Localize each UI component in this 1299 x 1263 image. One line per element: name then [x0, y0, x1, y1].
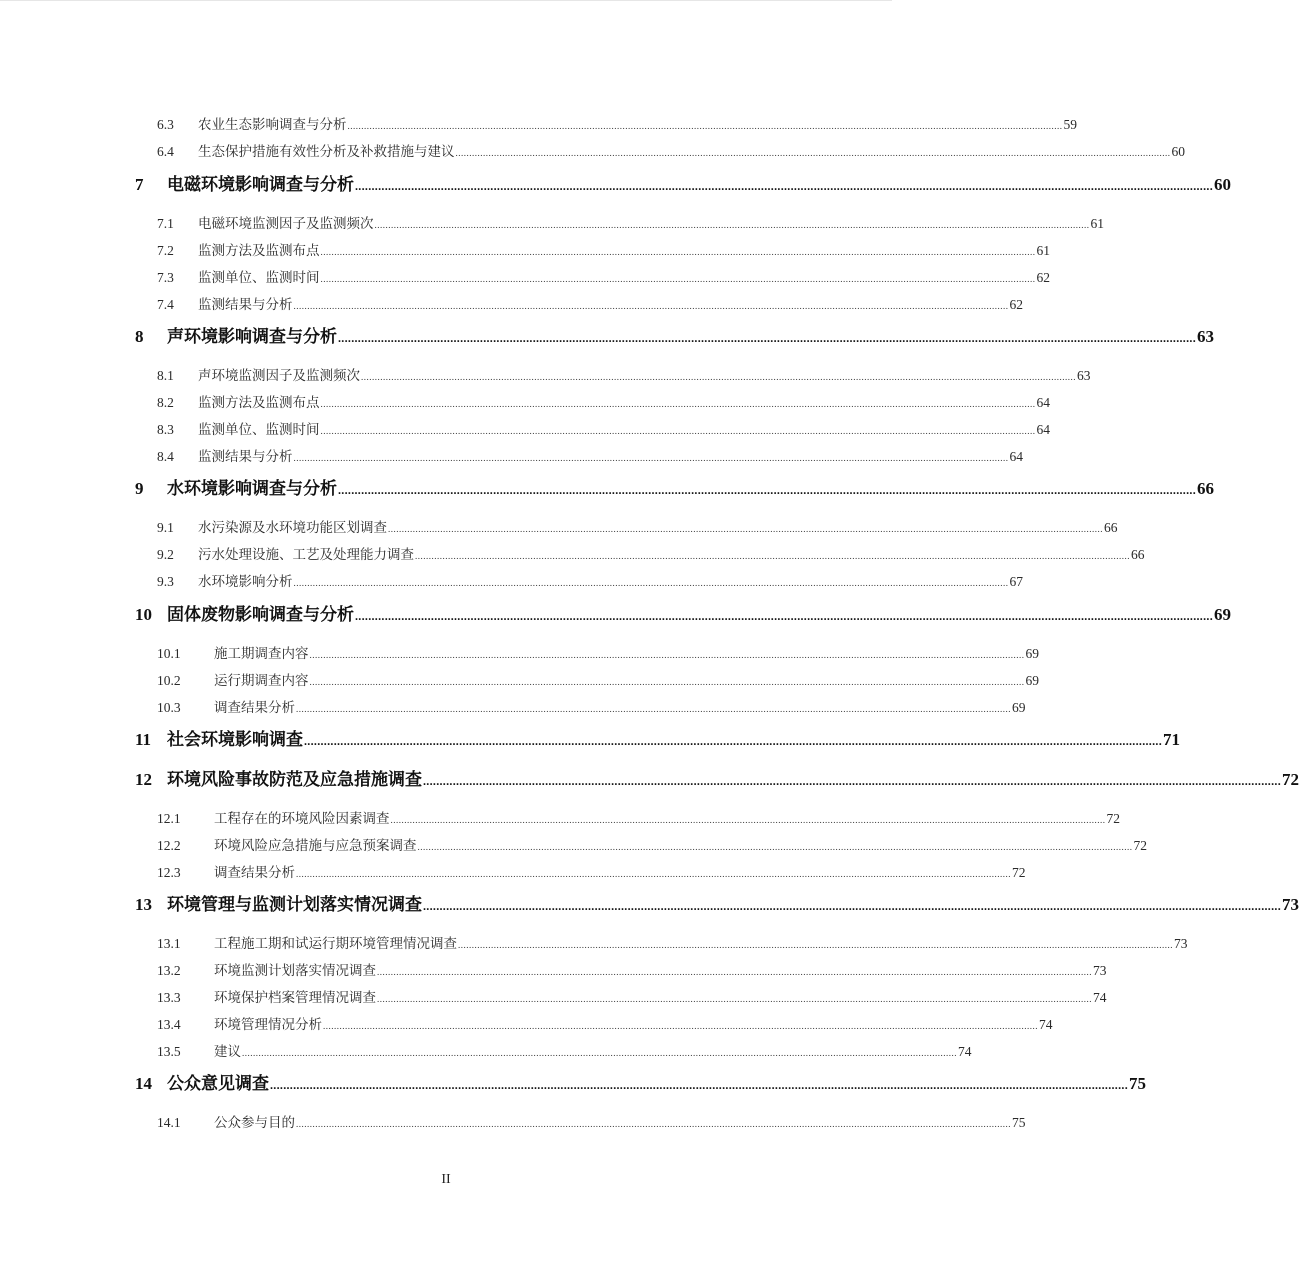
toc-section-entry[interactable]: [157, 572, 1023, 593]
toc-entry-page: 63: [1077, 368, 1091, 383]
toc-dot-leader: ....................................................................................................................................................................................................................................................................: [355, 609, 1213, 623]
toc-entry-page: 63: [1197, 327, 1214, 346]
toc-section-entry[interactable]: [157, 863, 1026, 884]
toc-dot-leader: ....................................................................................................................................................................................................................................................................: [374, 220, 1090, 230]
toc-dot-leader: ....................................................................................................................................................................................................................................................................: [347, 121, 1063, 131]
toc-entry-title: 施工期调查内容: [214, 646, 309, 661]
toc-chapter-entry[interactable]: [135, 893, 1299, 918]
toc-dot-leader: ....................................................................................................................................................................................................................................................................: [458, 940, 1173, 950]
toc-entry-page: 66: [1197, 479, 1214, 498]
toc-section-entry[interactable]: [157, 934, 1188, 955]
toc-entry-number: 6.3: [157, 117, 174, 132]
toc-entry-title: 工程施工期和试运行期环境管理情况调查: [214, 936, 457, 951]
toc-entry-page: 72: [1012, 865, 1026, 880]
toc-entry-title: 监测结果与分析: [198, 449, 293, 464]
toc-entry-number: 6.4: [157, 144, 174, 159]
toc-chapter-entry[interactable]: [135, 173, 1231, 198]
toc-entry-number: 13.5: [157, 1044, 181, 1059]
toc-chapter-entry[interactable]: [135, 728, 1180, 753]
toc-entry-number: 7.2: [157, 243, 174, 258]
toc-dot-leader: ....................................................................................................................................................................................................................................................................: [417, 842, 1133, 852]
toc-entry-page: 74: [958, 1044, 972, 1059]
toc-entry-number: 7.1: [157, 216, 174, 231]
toc-entry-number: 12.2: [157, 838, 181, 853]
toc-entry-number: 9: [135, 479, 144, 498]
toc-entry-number: 10.2: [157, 673, 181, 688]
toc-entry-page: 69: [1214, 605, 1231, 624]
toc-entry-page: 60: [1214, 175, 1231, 194]
toc-entry-number: 12.3: [157, 865, 181, 880]
toc-entry-number: 11: [135, 730, 152, 749]
toc-entry-page: 73: [1282, 895, 1299, 914]
toc-section-entry[interactable]: [157, 115, 1077, 136]
toc-entry-title: 水污染源及水环境功能区划调查: [198, 520, 387, 535]
toc-dot-leader: ....................................................................................................................................................................................................................................................................: [320, 399, 1036, 409]
toc-dot-leader: ....................................................................................................................................................................................................................................................................: [309, 650, 1025, 660]
toc-entry-number: 8.1: [157, 368, 174, 383]
toc-entry-page: 75: [1129, 1074, 1146, 1093]
toc-entry-page: 69: [1025, 673, 1039, 688]
toc-entry-number: 8.2: [157, 395, 174, 410]
toc-entry-page: 74: [1039, 1017, 1053, 1032]
toc-entry-number: 13.1: [157, 936, 181, 951]
toc-entry-title: 电磁环境影响调查与分析: [167, 175, 354, 194]
toc-section-entry[interactable]: [157, 698, 1026, 719]
toc-entry-number: 13.4: [157, 1017, 181, 1032]
toc-entry-number: 13: [135, 895, 152, 914]
toc-dot-leader: ....................................................................................................................................................................................................................................................................: [355, 179, 1213, 193]
toc-section-entry[interactable]: [157, 393, 1050, 414]
toc-dot-leader: ....................................................................................................................................................................................................................................................................: [293, 301, 1009, 311]
toc-section-entry[interactable]: [157, 1042, 972, 1063]
toc-section-entry[interactable]: [157, 366, 1091, 387]
toc-section-entry[interactable]: [157, 420, 1050, 441]
toc-entry-title: 水环境影响调查与分析: [167, 479, 337, 498]
toc-entry-title: 环境风险事故防范及应急措施调查: [167, 770, 422, 789]
toc-entry-page: 64: [1009, 449, 1023, 464]
toc-section-entry[interactable]: [157, 214, 1104, 235]
toc-entry-title: 监测结果与分析: [198, 297, 293, 312]
toc-entry-number: 12.1: [157, 811, 181, 826]
toc-entry-number: 10: [135, 605, 152, 624]
toc-entry-title: 农业生态影响调查与分析: [198, 117, 347, 132]
toc-entry-page: 64: [1036, 422, 1050, 437]
toc-entry-title: 建议: [214, 1044, 241, 1059]
toc-entry-number: 10.1: [157, 646, 181, 661]
toc-dot-leader: ....................................................................................................................................................................................................................................................................: [242, 1048, 957, 1058]
toc-entry-title: 监测方法及监测布点: [198, 395, 320, 410]
toc-chapter-entry[interactable]: [135, 477, 1214, 502]
toc-section-entry[interactable]: [157, 241, 1050, 262]
toc-entry-title: 监测方法及监测布点: [198, 243, 320, 258]
toc-dot-leader: ....................................................................................................................................................................................................................................................................: [323, 1021, 1038, 1031]
toc-entry-number: 7: [135, 175, 144, 194]
toc-section-entry[interactable]: [157, 545, 1145, 566]
toc-entry-title: 环境管理与监测计划落实情况调查: [167, 895, 422, 914]
toc-section-entry[interactable]: [157, 268, 1050, 289]
toc-dot-leader: ....................................................................................................................................................................................................................................................................: [415, 551, 1130, 561]
page-top-edge: [0, 0, 892, 1]
toc-chapter-entry[interactable]: [135, 325, 1214, 350]
toc-entry-page: 62: [1009, 297, 1023, 312]
toc-entry-number: 9.1: [157, 520, 174, 535]
toc-entry-number: 7.3: [157, 270, 174, 285]
toc-dot-leader: ....................................................................................................................................................................................................................................................................: [423, 774, 1281, 788]
toc-entry-title: 监测单位、监测时间: [198, 270, 320, 285]
toc-entry-page: 72: [1282, 770, 1299, 789]
toc-entry-number: 9.2: [157, 547, 174, 562]
toc-section-entry[interactable]: [157, 988, 1107, 1009]
toc-section-entry[interactable]: [157, 961, 1107, 982]
toc-section-entry[interactable]: [157, 447, 1023, 468]
toc-dot-leader: ....................................................................................................................................................................................................................................................................: [320, 426, 1036, 436]
toc-section-entry[interactable]: [157, 644, 1039, 665]
toc-entry-page: 69: [1012, 700, 1026, 715]
toc-entry-number: 8: [135, 327, 144, 346]
toc-entry-title: 声环境监测因子及监测频次: [198, 368, 360, 383]
toc-entry-title: 工程存在的环境风险因素调查: [214, 811, 390, 826]
toc-dot-leader: ....................................................................................................................................................................................................................................................................: [293, 578, 1009, 588]
toc-entry-title: 公众参与目的: [214, 1115, 295, 1130]
toc-entry-title: 电磁环境监测因子及监测频次: [198, 216, 374, 231]
toc-entry-number: 12: [135, 770, 152, 789]
toc-chapter-entry[interactable]: [135, 768, 1299, 793]
toc-dot-leader: ....................................................................................................................................................................................................................................................................: [320, 274, 1036, 284]
toc-entry-title: 生态保护措施有效性分析及补救措施与建议: [198, 144, 455, 159]
toc-dot-leader: ....................................................................................................................................................................................................................................................................: [377, 994, 1092, 1004]
toc-dot-leader: ....................................................................................................................................................................................................................................................................: [455, 148, 1171, 158]
toc-entry-number: 8.3: [157, 422, 174, 437]
toc-entry-title: 调查结果分析: [214, 700, 295, 715]
toc-entry-page: 61: [1036, 243, 1050, 258]
toc-section-entry[interactable]: [157, 295, 1023, 316]
toc-dot-leader: ....................................................................................................................................................................................................................................................................: [304, 734, 1162, 748]
toc-dot-leader: ....................................................................................................................................................................................................................................................................: [338, 331, 1196, 345]
toc-dot-leader: ....................................................................................................................................................................................................................................................................: [338, 483, 1196, 497]
toc-entry-page: 60: [1171, 144, 1185, 159]
toc-section-entry[interactable]: [157, 671, 1039, 692]
toc-entry-page: 72: [1106, 811, 1120, 826]
toc-entry-page: 73: [1093, 963, 1107, 978]
toc-dot-leader: ....................................................................................................................................................................................................................................................................: [296, 1119, 1011, 1129]
toc-entry-page: 66: [1104, 520, 1118, 535]
toc-dot-leader: ....................................................................................................................................................................................................................................................................: [361, 372, 1076, 382]
toc-entry-page: 74: [1093, 990, 1107, 1005]
toc-entry-title: 环境风险应急措施与应急预案调查: [214, 838, 417, 853]
toc-entry-page: 73: [1174, 936, 1188, 951]
toc-entry-number: 13.2: [157, 963, 181, 978]
toc-section-entry[interactable]: [157, 1113, 1026, 1134]
toc-dot-leader: ....................................................................................................................................................................................................................................................................: [423, 899, 1281, 913]
toc-entry-title: 社会环境影响调查: [167, 730, 303, 749]
toc-entry-page: 61: [1090, 216, 1104, 231]
toc-entry-page: 69: [1025, 646, 1039, 661]
toc-entry-page: 66: [1131, 547, 1145, 562]
toc-dot-leader: ....................................................................................................................................................................................................................................................................: [309, 677, 1025, 687]
toc-entry-title: 公众意见调查: [167, 1074, 269, 1093]
toc-entry-title: 环境管理情况分析: [214, 1017, 322, 1032]
toc-entry-page: 59: [1063, 117, 1077, 132]
toc-entry-title: 运行期调查内容: [214, 673, 309, 688]
toc-dot-leader: ....................................................................................................................................................................................................................................................................: [377, 967, 1092, 977]
toc-entry-page: 75: [1012, 1115, 1026, 1130]
toc-entry-title: 环境监测计划落实情况调查: [214, 963, 376, 978]
toc-entry-page: 62: [1036, 270, 1050, 285]
toc-entry-page: 67: [1009, 574, 1023, 589]
toc-entry-page: 71: [1163, 730, 1180, 749]
toc-dot-leader: ....................................................................................................................................................................................................................................................................: [293, 453, 1009, 463]
toc-dot-leader: ....................................................................................................................................................................................................................................................................: [296, 704, 1011, 714]
toc-entry-page: 64: [1036, 395, 1050, 410]
toc-chapter-entry[interactable]: [135, 1072, 1146, 1097]
page-number: II: [441, 1172, 451, 1187]
toc-entry-title: 固体废物影响调查与分析: [167, 605, 354, 624]
toc-dot-leader: ....................................................................................................................................................................................................................................................................: [270, 1078, 1128, 1092]
toc-section-entry[interactable]: [157, 518, 1118, 539]
toc-entry-number: 7.4: [157, 297, 174, 312]
toc-entry-page: 72: [1133, 838, 1147, 853]
toc-entry-title: 污水处理设施、工艺及处理能力调查: [198, 547, 414, 562]
toc-entry-title: 声环境影响调查与分析: [167, 327, 337, 346]
toc-entry-number: 14: [135, 1074, 152, 1093]
toc-dot-leader: ....................................................................................................................................................................................................................................................................: [390, 815, 1106, 825]
toc-chapter-entry[interactable]: [135, 603, 1231, 628]
toc-dot-leader: ....................................................................................................................................................................................................................................................................: [296, 869, 1011, 879]
toc-dot-leader: ....................................................................................................................................................................................................................................................................: [320, 247, 1036, 257]
toc-section-entry[interactable]: [157, 836, 1147, 857]
toc-entry-number: 14.1: [157, 1115, 181, 1130]
toc-section-entry[interactable]: [157, 809, 1120, 830]
toc-entry-number: 9.3: [157, 574, 174, 589]
toc-section-entry[interactable]: [157, 1015, 1053, 1036]
toc-entry-number: 10.3: [157, 700, 181, 715]
toc-entry-title: 调查结果分析: [214, 865, 295, 880]
toc-dot-leader: ....................................................................................................................................................................................................................................................................: [388, 524, 1103, 534]
toc-entry-number: 13.3: [157, 990, 181, 1005]
toc-entry-number: 8.4: [157, 449, 174, 464]
toc-entry-title: 水环境影响分析: [198, 574, 293, 589]
toc-entry-title: 环境保护档案管理情况调查: [214, 990, 376, 1005]
toc-section-entry[interactable]: [157, 142, 1185, 163]
toc-entry-title: 监测单位、监测时间: [198, 422, 320, 437]
